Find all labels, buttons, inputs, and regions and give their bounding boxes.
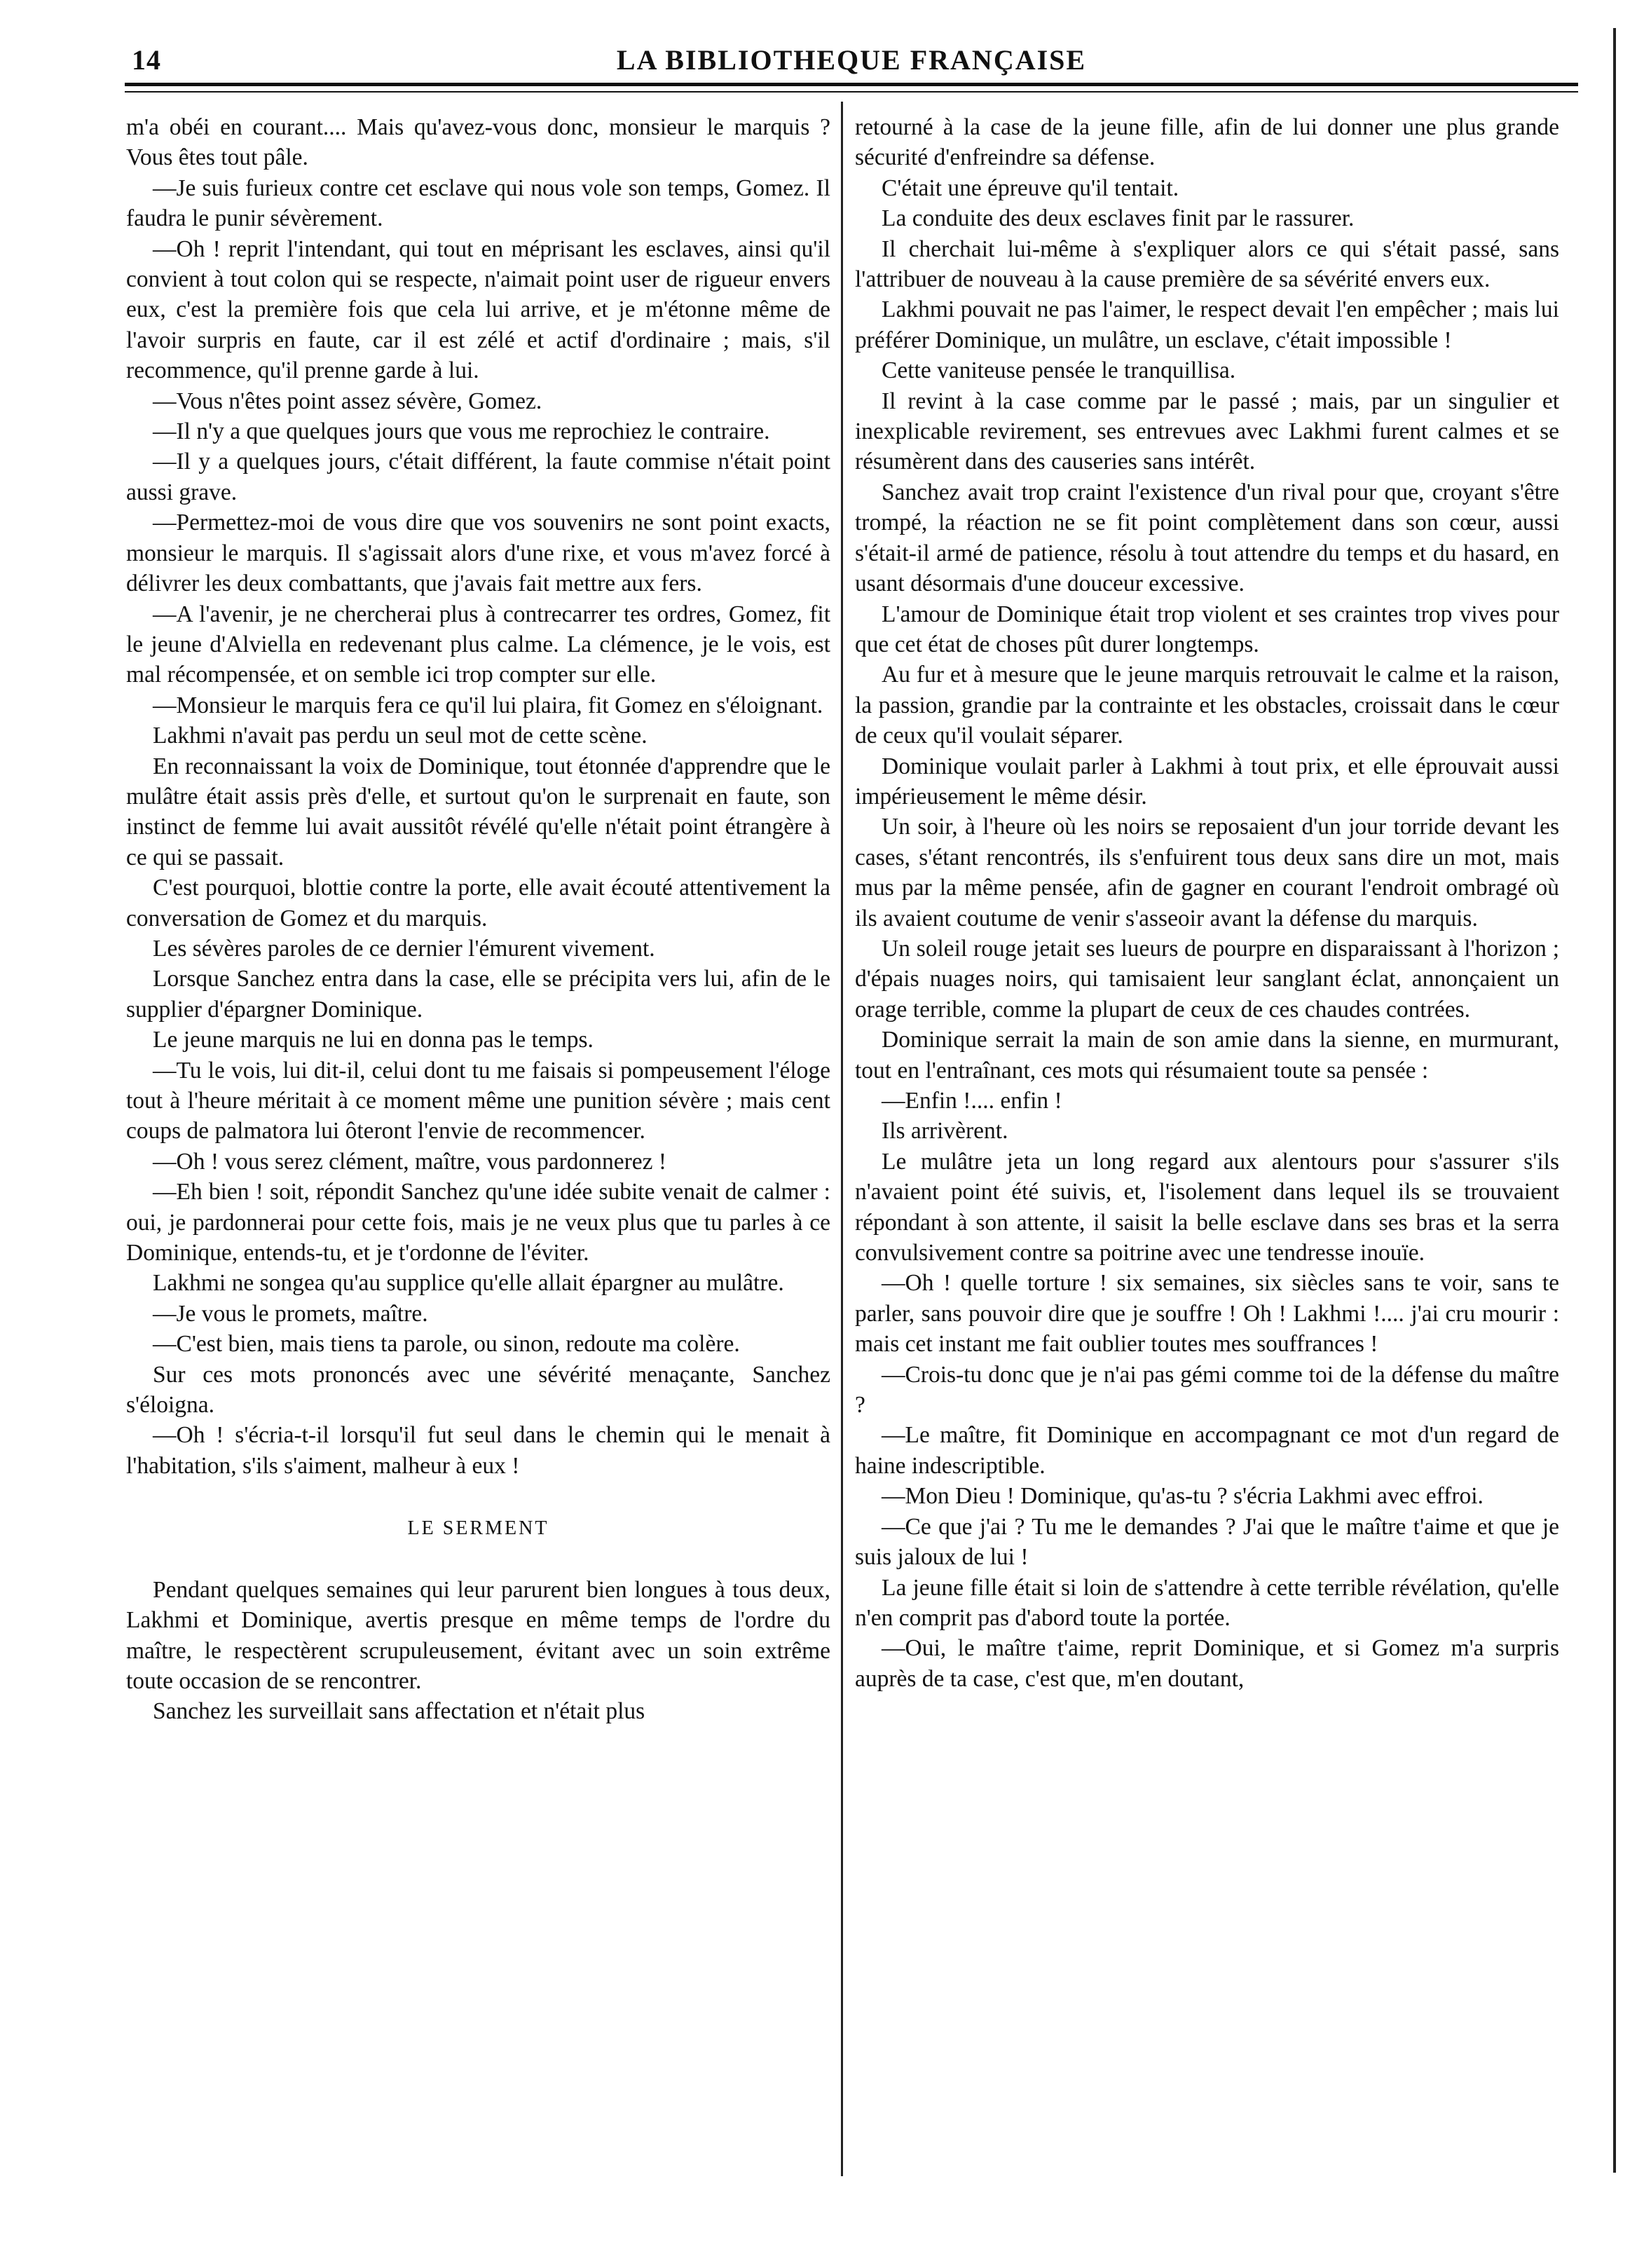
- paragraph: Le jeune marquis ne lui en donna pas le temps.: [153, 1027, 594, 1053]
- paragraph: retourné à la case de la jeune fille, afin de lui donner une plus grande sécurité d'enfreindre sa défense.: [855, 114, 1559, 171]
- paragraph: —Oui, le maître t'aime, reprit Dominique, et si Gomez m'a surpris auprès de ta case, c'est que, m'en doutant,: [855, 1635, 1559, 1692]
- header-rule-thick: [125, 83, 1578, 86]
- paragraph: Un soir, à l'heure où les noirs se reposaient d'un jour torride devant les cases, s'étant rencontrés, ils s'enfuirent tous deux sans dire un mot, mais mus par la même pensée, afin de gagner en courant l'endroit ombragé où ils avaient coutume de venir s'asseoir avant la défense du marquis.: [855, 814, 1559, 931]
- paragraph: C'est pourquoi, blottie contre la porte, elle avait écouté attentivement la conversation de Gomez et du marquis.: [126, 875, 830, 931]
- paragraph: Sanchez les surveillait sans affectation et n'était plus: [153, 1698, 645, 1725]
- paragraph: —Oh ! s'écria-t-il lorsqu'il fut seul dans le chemin qui le menait à l'habitation, s'ils s'aiment, malheur à eux !: [126, 1422, 830, 1479]
- paragraph: Le mulâtre jeta un long regard aux alentours pour s'assurer s'ils n'avaient point été suivis, et, l'isolement dans lequel ils se trouvaient répondant à son attente, il saisit la belle esclave dans ses bras et la serra convulsivement contre sa poitrine avec une tendresse inouïe.: [855, 1148, 1559, 1266]
- paragraph: Sanchez avait trop craint l'existence d'un rival pour que, croyant s'être trompé, la réaction ne se fit point complètement dans son cœur, aussi s'était-il armé de patience, résolu à tout attendre du temps et du hasard, en usant désormais d'une douceur excessive.: [855, 479, 1559, 597]
- page-header: [125, 41, 1578, 80]
- paragraph: —Oh ! vous serez clément, maître, vous pardonnerez !: [153, 1148, 667, 1175]
- paragraph: —Crois-tu donc que je n'ai pas gémi comme toi de la défense du maître ?: [855, 1361, 1559, 1419]
- paragraph: —Il n'y a que quelques jours que vous me reprochiez le contraire.: [153, 418, 770, 445]
- paragraph: —Oh ! quelle torture ! six semaines, six siècles sans te voir, sans te parler, sans pouvoir dire que je souffre ! Oh ! Lakhmi !.... j'ai cru mourir : mais cet instant me fait oublier toutes mes souffrances !: [855, 1270, 1559, 1358]
- paragraph: Lakhmi ne songea qu'au supplice qu'elle allait épargner au mulâtre.: [153, 1270, 784, 1297]
- paragraph: Lorsque Sanchez entra dans la case, elle se précipita vers lui, afin de le supplier d'épargner Dominique.: [126, 966, 830, 1023]
- left-column-text-continued: [126, 1575, 830, 1727]
- paragraph: —Il y a quelques jours, c'était différent, la faute commise n'était point aussi grave.: [126, 449, 830, 505]
- paragraph: —Oh ! reprit l'intendant, qui tout en méprisant les esclaves, ainsi qu'il convient à tout colon qui se respecte, n'aimait point user de rigueur envers eux, c'est la première fois que cela lui arrive, et je m'étonne même de l'avoir surpris en faute, car il est zélé et actif d'ordinaire ; mais, s'il recommence, qu'il prenne garde à lui.: [126, 235, 830, 384]
- right-column: [855, 112, 1559, 1694]
- journal-title: LA BIBLIOTHEQUE FRANÇAISE: [616, 44, 1087, 76]
- paragraph: —Le maître, fit Dominique en accompagnant ce mot d'un regard de haine indescriptible.: [855, 1422, 1559, 1479]
- paragraph: L'amour de Dominique était trop violent et ses craintes trop vives pour que cet état de choses pût durer longtemps.: [855, 601, 1559, 657]
- paragraph: Au fur et à mesure que le jeune marquis retrouvait le calme et la raison, la passion, grandie par la contrainte et les obstacles, croissait dans le cœur de ceux qu'il voulait séparer.: [855, 662, 1559, 749]
- paragraph: —C'est bien, mais tiens ta parole, ou sinon, redoute ma colère.: [153, 1331, 740, 1358]
- paragraph: Cette vaniteuse pensée le tranquillisa.: [882, 357, 1236, 384]
- paragraph: Lakhmi n'avait pas perdu un seul mot de cette scène.: [153, 723, 648, 749]
- paragraph: Dominique voulait parler à Lakhmi à tout prix, et elle éprouvait aussi impérieusement le même désir.: [855, 753, 1559, 809]
- paragraph: Il cherchait lui-même à s'expliquer alors ce qui s'était passé, sans l'attribuer de nouveau à la cause première de sa sévérité envers eux.: [855, 235, 1559, 293]
- paragraph: —Monsieur le marquis fera ce qu'il lui plaira, fit Gomez en s'éloignant.: [153, 692, 823, 718]
- paragraph: —Mon Dieu ! Dominique, qu'as-tu ? s'écria Lakhmi avec effroi.: [882, 1483, 1484, 1510]
- paragraph: C'était une épreuve qu'il tentait.: [882, 175, 1179, 201]
- paragraph: —Je vous le promets, maître.: [153, 1300, 428, 1327]
- paragraph: En reconnaissant la voix de Dominique, tout étonnée d'apprendre que le mulâtre était assis près d'elle, et surtout qu'on le surprenait en faute, son instinct de femme lui avait aussitôt révélé qu'elle n'était point étrangère à ce qui se passait.: [126, 753, 830, 870]
- page-number: 14: [132, 44, 161, 76]
- paragraph: Les sévères paroles de ce dernier l'émurent vivement.: [153, 935, 655, 962]
- paragraph: Lakhmi pouvait ne pas l'aimer, le respect devait l'en empêcher ; mais lui préférer Dominique, un mulâtre, un esclave, c'était impossible !: [855, 296, 1559, 353]
- paragraph: Sur ces mots prononcés avec une sévérité menaçante, Sanchez s'éloigna.: [126, 1361, 830, 1419]
- left-column: [126, 112, 830, 1727]
- paragraph: —Enfin !.... enfin !: [882, 1088, 1062, 1114]
- paragraph: —Eh bien ! soit, répondit Sanchez qu'une idée subite venait de calmer : oui, je pardonnerai pour cette fois, mais je ne veux plus que tu parles à ce Dominique, entends-tu, et je t'ordonne de l'éviter.: [126, 1179, 830, 1266]
- paragraph: Il revint à la case comme par le passé ; mais, par un singulier et inexplicable revirement, ses entrevues avec Lakhmi furent calmes et se résumèrent dans des causeries sans intérêt.: [855, 388, 1559, 475]
- paragraph: —Vous n'êtes point assez sévère, Gomez.: [153, 388, 542, 414]
- column-divider: [841, 102, 843, 2176]
- paragraph: Ils arrivèrent.: [882, 1118, 1008, 1145]
- paragraph: —Tu le vois, lui dit-il, celui dont tu me faisais si pompeusement l'éloge tout à l'heure méritait à ce moment même une punition sévère ; mais cent coups de palmatora lui ôteront l'envie de recommencer.: [126, 1057, 830, 1145]
- paragraph: Pendant quelques semaines qui leur parurent bien longues à tous deux, Lakhmi et Dominique, avertis presque en même temps de l'ordre du maître, le respectèrent scrupuleusement, évitant avec un soin extrême toute occasion de se rencontrer.: [126, 1576, 830, 1694]
- right-column-text: [855, 112, 1559, 1694]
- paragraph: La jeune fille était si loin de s'attendre à cette terrible révélation, qu'elle n'en comprit pas d'abord toute la portée.: [855, 1574, 1559, 1631]
- paragraph: La conduite des deux esclaves finit par le rassurer.: [882, 205, 1355, 232]
- page-edge-line: [1613, 28, 1616, 2173]
- left-column-text: [126, 112, 830, 1481]
- paragraph: —Permettez-moi de vous dire que vos souvenirs ne sont point exacts, monsieur le marquis. Il s'agissait alors d'une rixe, et vous m'avez forcé à délivrer les deux combattants, que j'avais fait mettre aux fers.: [126, 510, 830, 597]
- paragraph: Dominique serrait la main de son amie dans la sienne, en murmurant, tout en l'entraînant, ces mots qui résumaient toute sa pensée :: [855, 1027, 1559, 1084]
- paragraph: m'a obéi en courant.... Mais qu'avez-vous donc, monsieur le marquis ? Vous êtes tout pâle.: [126, 114, 830, 171]
- section-title: LE SERMENT: [407, 1517, 549, 1540]
- paragraph: —Je suis furieux contre cet esclave qui nous vole son temps, Gomez. Il faudra le punir sévèrement.: [126, 175, 830, 232]
- header-rule-thin: [125, 91, 1578, 93]
- paragraph: —A l'avenir, je ne chercherai plus à contrecarrer tes ordres, Gomez, fit le jeune d'Alviella en redevenant plus calme. La clémence, je le vois, est mal récompensée, et on semble ici trop compter sur elle.: [126, 601, 830, 688]
- paragraph: Un soleil rouge jetait ses lueurs de pourpre en disparaissant à l'horizon ; d'épais nuages noirs, qui tamisaient leur sanglant éclat, annonçaient un orage terrible, comme la plupart de ceux de ces chaudes contrées.: [855, 935, 1559, 1023]
- paragraph: —Ce que j'ai ? Tu me le demandes ? J'ai que le maître t'aime et que je suis jaloux de lui !: [855, 1513, 1559, 1571]
